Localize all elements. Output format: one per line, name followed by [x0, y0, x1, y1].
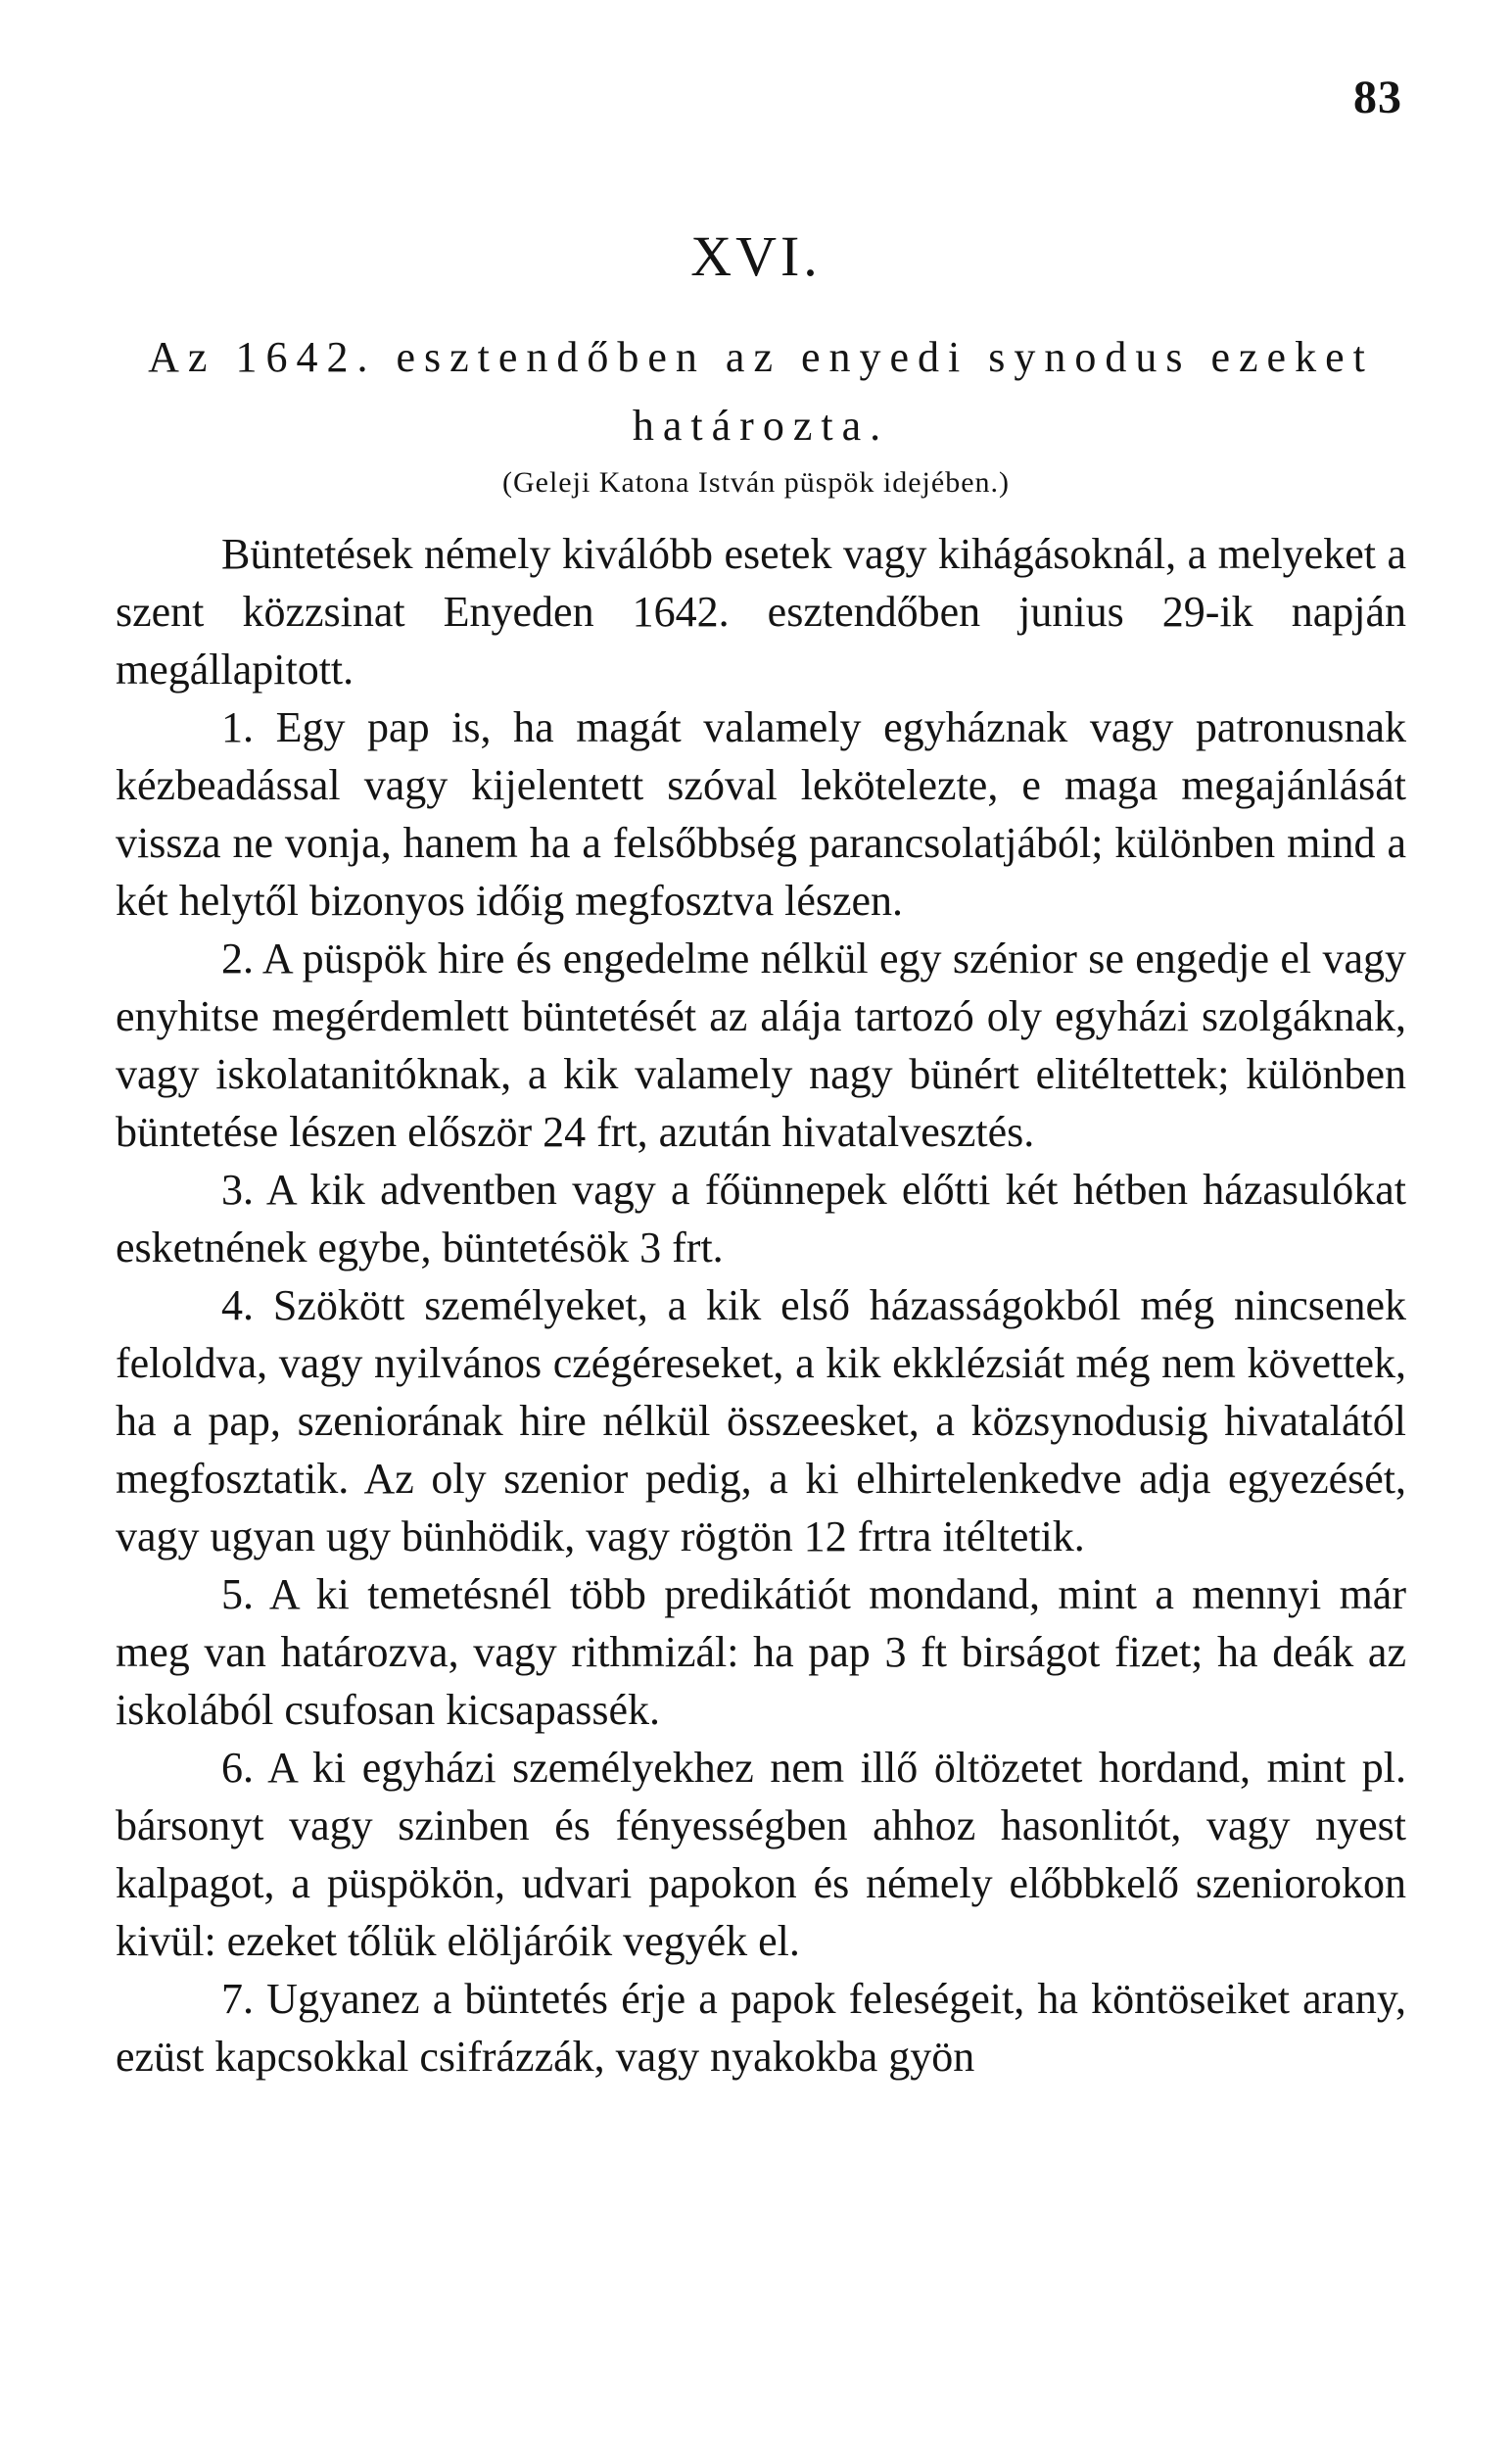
- chapter-subheading: (Geleji Katona István püspök idejében.): [501, 466, 1011, 499]
- chapter-number: XVI.: [690, 224, 822, 288]
- paragraph-3: 3. A kik adventben vagy a főünnepek előtti két hétben házasulókat esketnének egybe, büntetésök 3 frt.: [116, 1166, 1406, 1271]
- paragraph-4: 4. Szökött személyeket, a kik első házasságokból még nincsenek feloldva, vagy nyilvános czégéreseket, a kik ekklézsiát még nem követtek, ha a pap, szeniorának hire nélkül összeesket, a közsynodusig hivatalától megfosztatik. Az oly szenior pedig, a ki elhirtelenkedve adja egyezését, vagy ugyan ugy bünhödik, vagy rögtön 12 frtra itéltetik.: [116, 1281, 1406, 1560]
- paragraph-5: 5. A ki temetésnél több predikátiót mondand, mint a mennyi már meg van határozva, vagy rithmizál: ha pap 3 ft birságot fizet; ha deák az iskolából csufosan kicsapassék.: [116, 1570, 1406, 1734]
- chapter-heading: Az 1642. esztendőben az enyedi synodus ezeket határozta.: [148, 333, 1374, 450]
- paragraph-1: 1. Egy pap is, ha magát valamely egyháznak vagy patronusnak kézbeadással vagy kijelentett szóval lekötelezte, e maga megajánlását vissza ne vonja, hanem ha a felsőbbség parancsolatjából; különben mind a két helytől bizonyos időig megfosztva lészen.: [116, 703, 1406, 925]
- page-number: 83: [1353, 72, 1402, 123]
- paragraph-7: 7. Ugyanez a büntetés érje a papok feleségeit, ha köntöseiket arany, ezüst kapcsokkal csifrázzák, vagy nyakokba gyön: [116, 1975, 1406, 2081]
- paragraph-2: 2. A püspök hire és engedelme nélkül egy szénior se engedje el vagy enyhitse megérdemlett büntetését az alája tartozó oly egyházi szolgáknak, vagy iskolatanitóknak, a kik valamely nagy bünért elitéltettek; különben büntetése lészen először 24 frt, azután hivatalvesztés.: [116, 935, 1406, 1156]
- paragraph-6: 6. A ki egyházi személyekhez nem illő öltözetet hordand, mint pl. bársonyt vagy szinben és fényességben ahhoz hasonlitót, vagy nyest kalpagot, a püspökön, udvari papokon és némely előbbkelő szeniorokon kivül: ezeket tőlük elöljáróik vegyék el.: [116, 1744, 1406, 1965]
- intro-paragraph: Büntetések némely kiválóbb esetek vagy kihágásoknál, a melyeket a szent közzsinat Enyeden 1642. esztendőben junius 29-ik napján megállapitott.: [116, 530, 1406, 694]
- body-text: [116, 525, 1406, 2086]
